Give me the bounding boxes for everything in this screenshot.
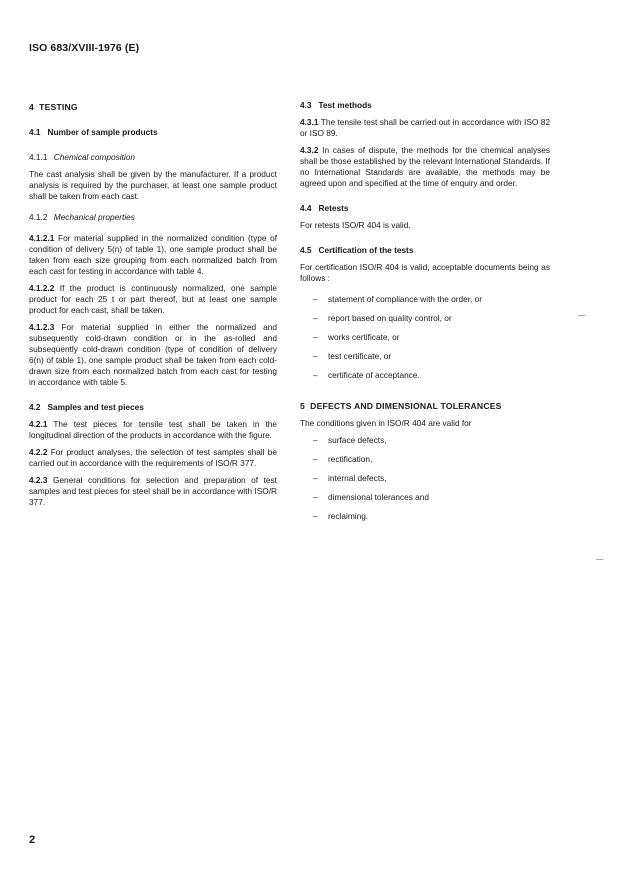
dash-marker: – bbox=[313, 370, 318, 380]
list-item: – internal defects, bbox=[313, 473, 387, 483]
section-4-2-3-paragraph: 4.2.3 General conditions for selection and preparation of test samples and test pieces for steel shall be in accordance with ISO/R 377. bbox=[29, 475, 277, 507]
section-4-1-2-3-paragraph: 4.1.2.3 For material supplied in either the normalized and subsequently cold-drawn condition or in the as-rolled and subsequently cold-drawn condition (type of condition of delivery 6(n) of table 1), one sample product shall be taken from each cold-drawn size from each normalized batch from each cast for testing in accordance with table 5. bbox=[29, 322, 277, 387]
list-item: – surface defects, bbox=[313, 435, 387, 445]
list-item: – certificate of acceptance. bbox=[313, 370, 420, 380]
dash-marker: – bbox=[313, 454, 318, 464]
section-4-4-text: For retests ISO/R 404 is valid. bbox=[300, 220, 411, 230]
dash-marker: – bbox=[313, 351, 318, 361]
certificate-list bbox=[300, 294, 550, 381]
page-number: 2 bbox=[29, 834, 36, 846]
list-item: – dimensional tolerances and bbox=[313, 492, 430, 502]
document-header: ISO 683/XVIII-1976 (E) bbox=[29, 42, 140, 54]
section-4-1-heading: 4.1 Number of sample products bbox=[29, 127, 158, 137]
section-5-heading: 5 DEFECTS AND DIMENSIONAL TOLERANCES bbox=[300, 401, 502, 411]
section-4-5-heading: 4.5 Certification of the tests bbox=[300, 245, 414, 255]
section-4-2-1-paragraph: 4.2.1 The test pieces for tensile test shall be taken in the longitudinal direction of the products in accordance with the figure. bbox=[29, 419, 277, 440]
section-4-3-heading: 4.3 Test methods bbox=[300, 100, 372, 110]
list-item: – test certificate, or bbox=[313, 351, 392, 361]
dash-marker: – bbox=[313, 511, 318, 521]
section-4-1-2-2-paragraph: 4.1.2.2 If the product is continuously normalized, one sample product for each 25 t or part thereof, but at least one sample product for each cast, shall be taken. bbox=[29, 283, 277, 315]
scan-mark: ‿ bbox=[596, 550, 604, 560]
list-item: – works certificate, or bbox=[313, 332, 400, 342]
defects-list bbox=[300, 435, 550, 522]
list-item: – report based on quality control, or bbox=[313, 313, 452, 323]
section-4-heading: 4 TESTING bbox=[29, 102, 78, 112]
section-5-text: The conditions given in ISO/R 404 are valid for bbox=[300, 418, 472, 428]
dash-marker: – bbox=[313, 435, 318, 445]
list-item: – statement of compliance with the order, or bbox=[313, 294, 483, 304]
dash-marker: – bbox=[313, 492, 318, 502]
section-4-3-1-paragraph: 4.3.1 The tensile test shall be carried out in accordance with ISO 82 or ISO 89. bbox=[300, 117, 551, 138]
section-4-1-2-heading: 4.1.2 Mechanical properties bbox=[29, 212, 135, 222]
dash-marker: – bbox=[313, 313, 318, 323]
right-column bbox=[300, 100, 550, 530]
section-4-3-2-paragraph: 4.3.2 In cases of dispute, the methods for the chemical analyses shall be those established by the relevant International Standards. If no International Standards are available, the methods may be agreed upon and specified at the time of enquiry and order. bbox=[300, 145, 551, 188]
section-4-1-2-1-paragraph: 4.1.2.1 For material supplied in the normalized condition (type of condition of delivery 5(n) of table 1), one sample product shall be taken from each size grouping from each normalized batch from each cast for testing in accordance with table 4. bbox=[29, 233, 277, 276]
list-item: – reclaiming. bbox=[313, 511, 369, 521]
section-4-2-2-paragraph: 4.2.2 For product analyses, the selection of test samples shall be carried out in accordance with the requirements of ISO/R 377. bbox=[29, 447, 277, 468]
left-column bbox=[29, 100, 277, 508]
section-4-5-text: For certification ISO/R 404 is valid, acceptable documents being as follows : bbox=[300, 262, 550, 283]
dash-marker: – bbox=[313, 294, 318, 304]
dash-marker: – bbox=[313, 332, 318, 342]
section-4-4-heading: 4.4 Retests bbox=[300, 203, 349, 213]
dash-marker: – bbox=[313, 473, 318, 483]
scan-mark: ‿ bbox=[578, 306, 586, 316]
section-4-2-heading: 4.2 Samples and test pieces bbox=[29, 402, 144, 412]
section-4-1-1-heading: 4.1.1 Chemical composition bbox=[29, 152, 135, 162]
section-4-1-1-text: The cast analysis shall be given by the manufacturer. If a product analysis is required by the purchaser, at least one sample product shall be taken from each cast. bbox=[29, 169, 277, 201]
list-item: – rectification, bbox=[313, 454, 373, 464]
